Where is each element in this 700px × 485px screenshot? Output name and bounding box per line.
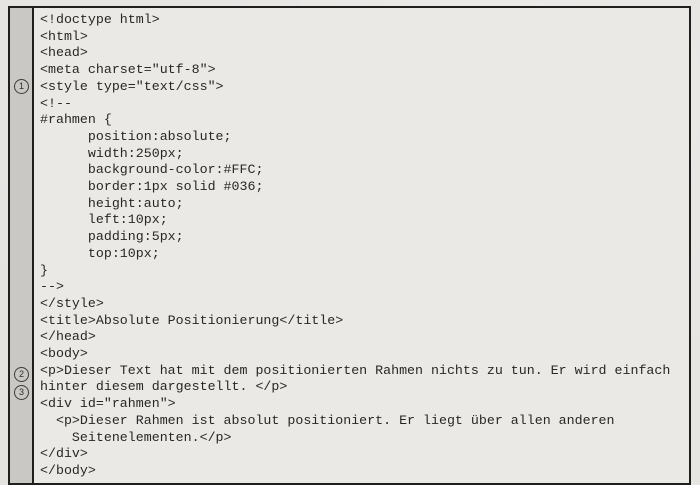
code-line: left:10px; <box>40 212 168 228</box>
code-line: </div> <box>40 446 88 462</box>
code-line: } <box>40 262 48 278</box>
code-line: background-color:#FFC; <box>40 162 264 178</box>
code-line: <body> <box>40 346 88 362</box>
code-line: padding:5px; <box>40 229 184 245</box>
code-line: Seitenelementen.</p> <box>40 429 232 445</box>
code-line: hinter diesem dargestellt. </p> <box>40 379 288 395</box>
code-line: <meta charset="utf-8"> <box>40 62 216 78</box>
code-line: </style> <box>40 295 104 311</box>
code-line: <!-- <box>40 95 72 111</box>
annotation-marker-3: 3 <box>14 385 29 400</box>
code-line: <div id="rahmen"> <box>40 396 176 412</box>
code-line: </body> <box>40 462 96 478</box>
annotation-gutter <box>10 8 34 483</box>
code-area <box>34 8 689 483</box>
annotation-marker-1: 1 <box>14 79 29 94</box>
code-line: <head> <box>40 45 88 61</box>
code-line: <!doctype html> <box>40 12 160 27</box>
code-line: <title>Absolute Positionierung</title> <box>40 312 344 328</box>
code-listing-box <box>8 6 691 485</box>
code-line: height:auto; <box>40 195 184 211</box>
code-line: <html> <box>40 28 88 44</box>
code-line: #rahmen { <box>40 112 112 128</box>
code-line: </head> <box>40 329 96 345</box>
code-line: <p>Dieser Rahmen ist absolut positioniert. Er liegt über allen anderen <box>40 412 615 428</box>
code-line: border:1px solid #036; <box>40 179 264 195</box>
code-line: <p>Dieser Text hat mit dem positionierten Rahmen nichts zu tun. Er wird einfach <box>40 362 671 378</box>
code-line: position:absolute; <box>40 128 232 144</box>
code-line: width:250px; <box>40 145 184 161</box>
code-line: --> <box>40 279 64 295</box>
code-line: <style type="text/css"> <box>40 78 224 94</box>
annotation-marker-2: 2 <box>14 367 29 382</box>
code-line: top:10px; <box>40 245 160 261</box>
